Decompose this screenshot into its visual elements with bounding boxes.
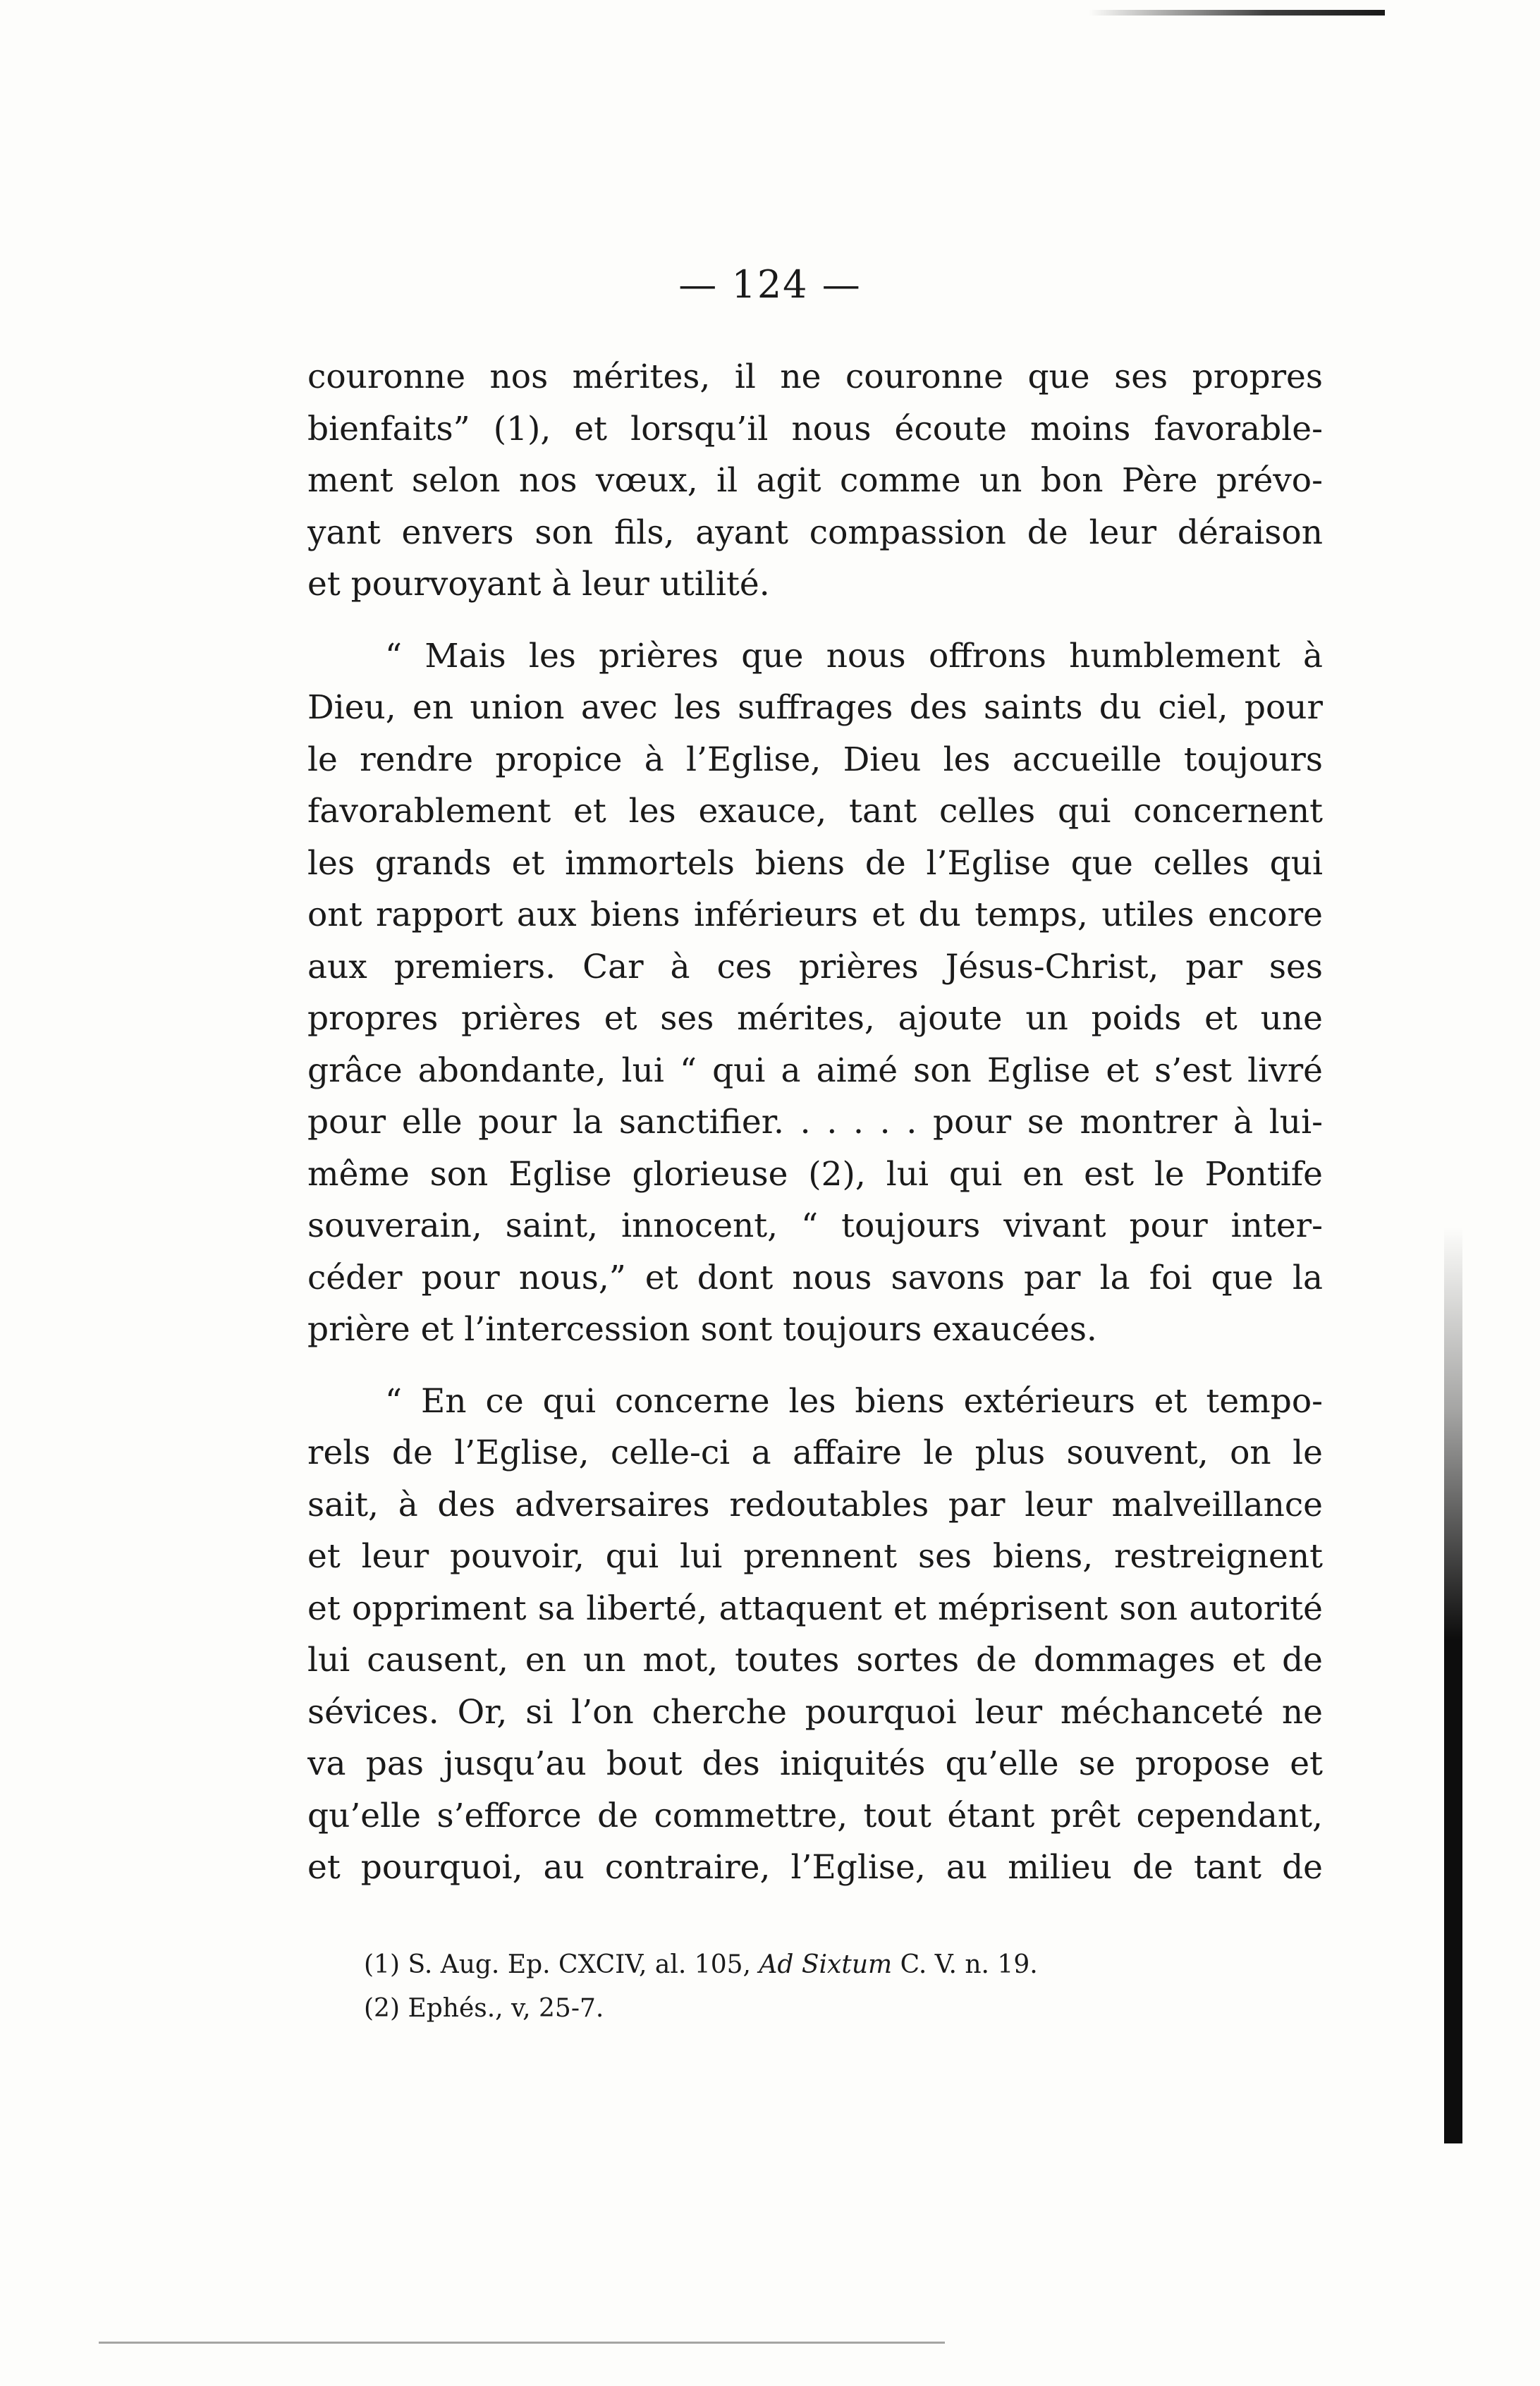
text-line: favorablement et les exauce, tant celles qui concernent <box>307 792 1323 831</box>
footnote-1 <box>364 1943 1281 1987</box>
text-line: yant envers son fils, ayant compassion de leur déraison <box>307 513 1323 552</box>
text-line: et leur pouvoir, qui lui prennent ses biens, restreignent <box>307 1537 1323 1576</box>
body-text <box>307 351 1323 1894</box>
paragraph-1 <box>307 351 1323 611</box>
footnote-text: (1) S. Aug. Ep. CXCIV, al. 105, <box>364 1950 759 1979</box>
text-line: rels de l’Eglise, celle-ci a affaire le plus souvent, on le <box>307 1433 1323 1472</box>
scan-artifact-edge <box>1444 1227 1462 2143</box>
paragraph-gap <box>307 611 1323 630</box>
text-line: sévices. Or, si l’on cherche pourquoi leur méchanceté ne <box>307 1692 1323 1732</box>
text-line: “ En ce qui concerne les biens extérieurs et tempo- <box>385 1381 1323 1421</box>
footnote-italic-title: Ad Sixtum <box>759 1950 893 1979</box>
text-line: ment selon nos vœux, il agit comme un bon Père prévo- <box>307 461 1323 500</box>
text-line: même son Eglise glorieuse (2), lui qui en est le Pontife <box>307 1154 1323 1194</box>
text-line: va pas jusqu’au bout des iniquités qu’elle se propose et <box>307 1744 1323 1783</box>
text-line: les grands et immortels biens de l’Eglise que celles qui <box>307 843 1323 883</box>
text-line: “ Mais les prières que nous offrons humblement à <box>385 636 1323 675</box>
text-line: souverain, saint, innocent, “ toujours vivant pour inter- <box>307 1206 1323 1245</box>
text-line: prière et l’intercession sont toujours exaucées. <box>307 1310 1097 1349</box>
footnote-text: (2) Ephés., v, 25-7. <box>364 1994 604 2023</box>
scan-artifact-bottom <box>99 2342 945 2344</box>
footnotes <box>364 1943 1281 2031</box>
text-line: ont rapport aux biens inférieurs et du temps, utiles encore <box>307 895 1323 934</box>
text-line: le rendre propice à l’Eglise, Dieu les accueille toujours <box>307 740 1323 779</box>
text-line: et pourquoi, au contraire, l’Eglise, au milieu de tant de <box>307 1848 1323 1887</box>
text-line: et oppriment sa liberté, attaquent et méprisent son autorité <box>307 1589 1323 1628</box>
text-line: pour elle pour la sanctifier. . . . . . pour se montrer à lui- <box>307 1103 1323 1142</box>
text-line: sait, à des adversaires redoutables par leur malveillance <box>307 1485 1323 1524</box>
page-number: — 124 — <box>678 262 862 307</box>
text-line: et pourvoyant à leur utilité. <box>307 565 770 604</box>
paragraph-3 <box>307 1376 1323 1894</box>
text-line: propres prières et ses mérites, ajoute un poids et une <box>307 999 1323 1038</box>
text-line: grâce abondante, lui “ qui a aimé son Eglise et s’est livré <box>307 1051 1323 1090</box>
paragraph-2 <box>307 630 1323 1356</box>
text-line: qu’elle s’efforce de commettre, tout étant prêt cependant, <box>307 1796 1323 1835</box>
text-line: lui causent, en un mot, toutes sortes de dommages et de <box>307 1641 1323 1680</box>
text-line: aux premiers. Car à ces prières Jésus-Christ, par ses <box>307 947 1323 986</box>
text-line: céder pour nous,” et dont nous savons par la foi que la <box>307 1258 1323 1297</box>
paragraph-gap <box>307 1356 1323 1376</box>
text-line: Dieu, en union avec les suffrages des saints du ciel, pour <box>307 688 1323 727</box>
footnote-2 <box>364 1987 1281 2031</box>
text-line: bienfaits” (1), et lorsqu’il nous écoute moins favorable- <box>307 409 1323 448</box>
scan-artifact-top <box>1089 10 1385 16</box>
text-line: couronne nos mérites, il ne couronne que ses propres <box>307 357 1323 396</box>
footnote-tail: C. V. n. 19. <box>892 1950 1038 1979</box>
